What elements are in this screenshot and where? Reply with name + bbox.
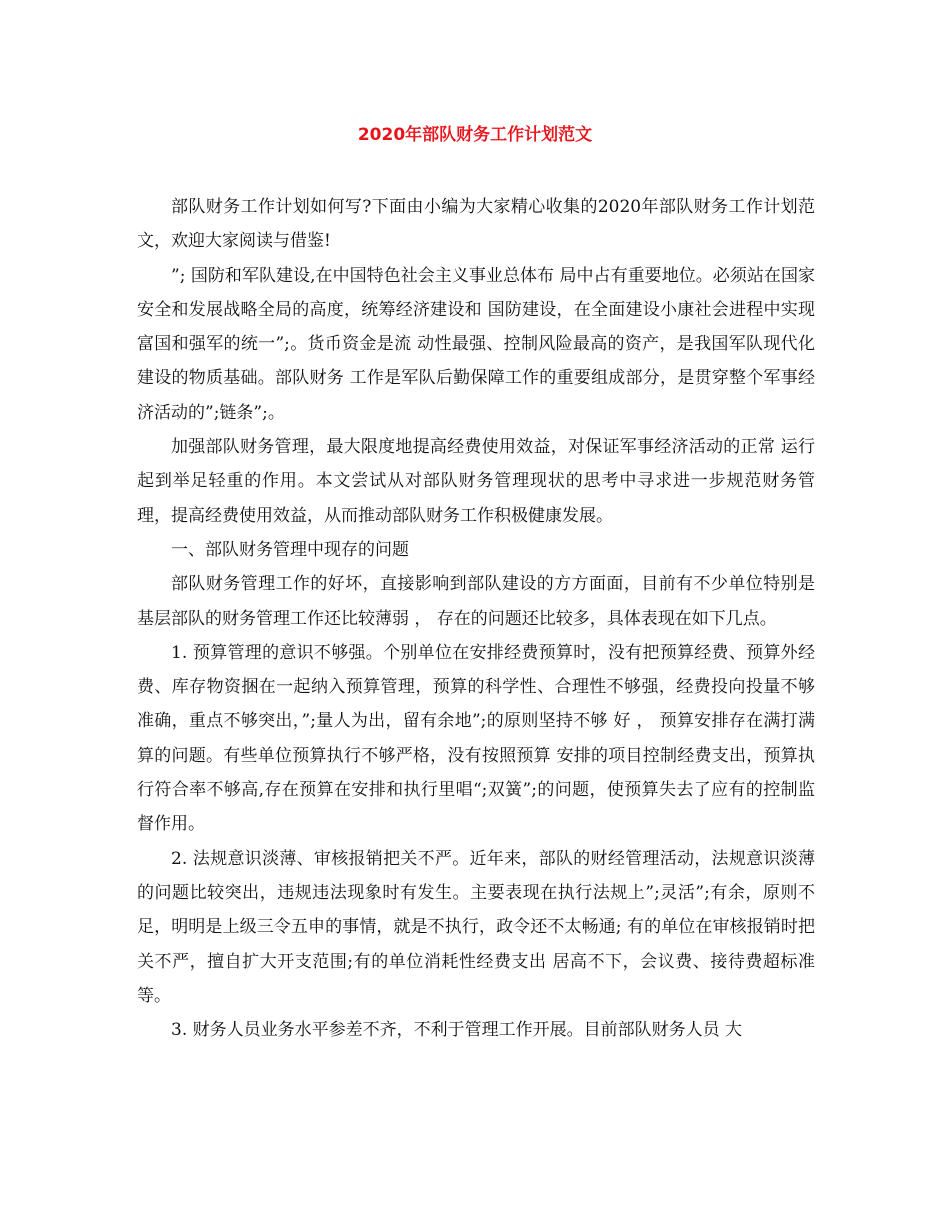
section-heading-problems: 一、部队财务管理中现存的问题: [171, 539, 409, 560]
document-body: [137, 190, 815, 1047]
paragraph-item-3-staff: 3. 财务人员业务水平参差不齐，不利于管理工作开展。目前部队财务人员 大: [171, 1020, 743, 1041]
paragraph-item-2-regulations: 2. 法规意识淡薄、审核报销把关不严。近年来，部队的财经管理活动，法规意识淡薄的问题比较突出，违规违法现象时有发生。主要表现在执行法规上”;灵活”;有余，原则不足，明明是上级三令五申的事情，就是不执行，政令还不太畅通; 有的单位在审核报销时把关不严，擅自扩大开支范围;有的单位消耗性经费支出 居高不下，会议费、接待费超标准等。: [137, 848, 815, 1006]
paragraph-problems-overview: 部队财务管理工作的好坏，直接影响到部队建设的方方面面，目前有不少单位特别是基层部队的财务管理工作还比较薄弱 ， 存在的问题还比较多，具体表现在如下几点。: [137, 574, 815, 629]
paragraph-national-defense: ”; 国防和军队建设,在中国特色社会主义事业总体布 局中占有重要地位。必须站在国家安全和发展战略全局的高度，统筹经济建设和 国防建设，在全面建设小康社会进程中实现富国和强军的统一”;。货币资金是流 动性最强、控制风险最高的资产，是我国军队现代化建设的物质基础。部队财务 工作是军队后勤保障工作的重要组成部分，是贯穿整个军事经济活动的”;链条”;。: [137, 265, 815, 423]
document-title: 2020年部队财务工作计划范文: [357, 125, 593, 145]
paragraph-strengthen-management: 加强部队财务管理，最大限度地提高经费使用效益，对保证军事经济活动的正常 运行起到举足轻重的作用。本文尝试从对部队财务管理现状的思考中寻求进一步规范财务管理，提高经费使用效益，从而推动部队财务工作积极健康发展。: [137, 437, 815, 526]
paragraph-item-1-budget: 1. 预算管理的意识不够强。个别单位在安排经费预算时，没有把预算经费、预算外经费、库存物资捆在一起纳入预算管理，预算的科学性、合理性不够强，经费投向投量不够准确，重点不够突出，”;量人为出，留有余地”;的原则坚持不够 好 ， 预算安排存在满打满算的问题。有些单位预算执行不够严格，没有按照预算 安排的项目控制经费支出，预算执行符合率不够高,存在预算在安排和执行里唱“;双簧”;的问题，使预算失去了应有的控制监督作用。: [137, 642, 815, 835]
paragraph-intro: 部队财务工作计划如何写?下面由小编为大家精心收集的2020年部队财务工作计划范文，欢迎大家阅读与借鉴!: [137, 197, 815, 252]
